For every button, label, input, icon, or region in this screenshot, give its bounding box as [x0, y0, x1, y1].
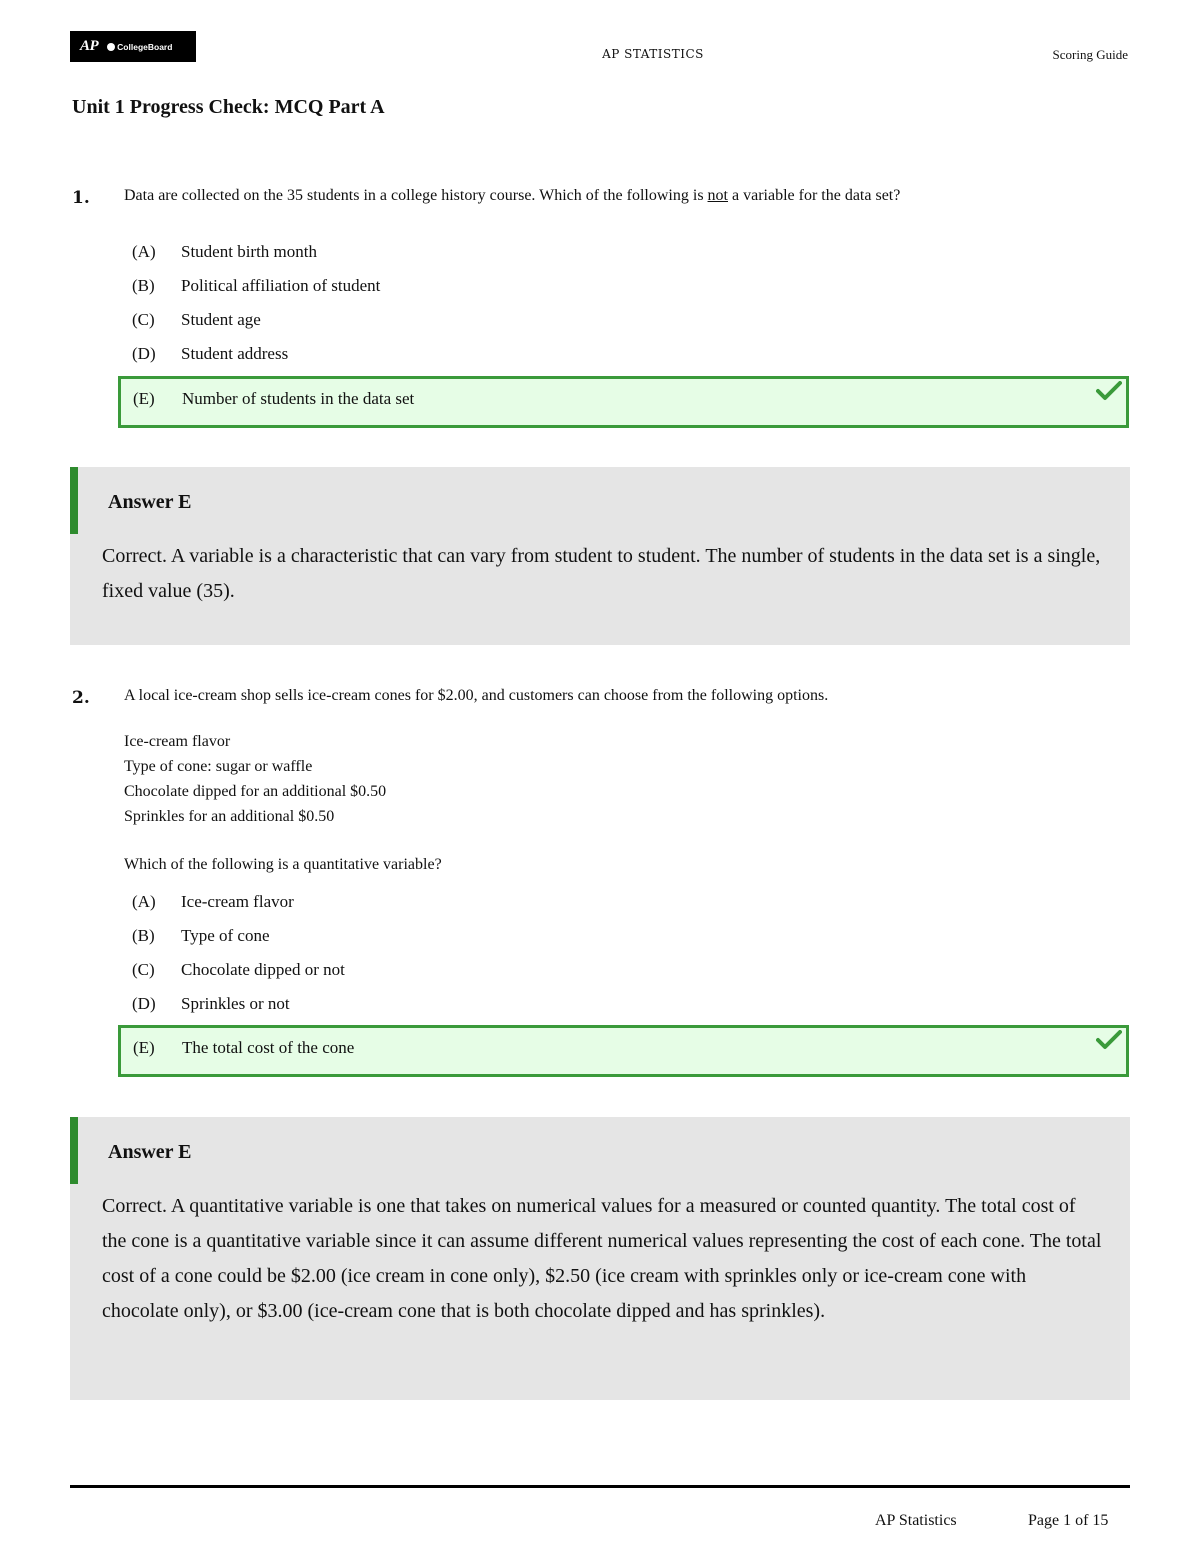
- option-letter: (B): [132, 926, 155, 945]
- question-stem: Data are collected on the 35 students in a college history course. Which of the following is not a variable for the data set?: [124, 187, 901, 204]
- option-d[interactable]: [118, 338, 1129, 372]
- option-letter: (C): [132, 960, 155, 979]
- option-c[interactable]: [118, 304, 1129, 338]
- option-letter: (A): [132, 892, 156, 911]
- option-text: Chocolate dipped or not: [181, 960, 345, 979]
- option-text: Student age: [181, 310, 261, 329]
- option-text: Political affiliation of student: [181, 276, 381, 295]
- question-stem: A local ice-cream shop sells ice-cream cones for $2.00, and customers can choose from the following options.: [124, 687, 829, 704]
- checkmark-icon: [1096, 1030, 1122, 1050]
- option-text: Student birth month: [181, 242, 317, 261]
- option-text: Number of students in the data set: [182, 389, 415, 408]
- option-letter: (C): [132, 310, 155, 329]
- answer-explanation: Correct. A variable is a characteristic that can vary from student to student. The number of students in the data set is a single, fixed value (35).: [102, 545, 1101, 602]
- option-e-correct[interactable]: [118, 376, 1129, 428]
- logo-collegeboard-text: CollegeBoard: [117, 41, 173, 52]
- footer-page-number: Page 1 of 15: [1028, 1512, 1109, 1529]
- footer-course: AP Statistics: [875, 1512, 957, 1529]
- answer-heading: Answer E: [108, 491, 192, 513]
- option-b[interactable]: [118, 920, 1129, 954]
- option-c[interactable]: [118, 954, 1129, 988]
- option-letter: (D): [132, 994, 156, 1013]
- answer-explanation: Correct. A quantitative variable is one that takes on numerical values for a measured or counted quantity. The total cost of the cone is a quantitative variable since it can assume different numerical values representing the cost of each cone. The total cost of a cone could be $2.00 (ice cream in cone only), $2.50 (ice cream with sprinkles only or ice-cream cone with chocolate only), or $3.00 (ice-cream cone that is both chocolate dipped and has sprinkles).: [102, 1195, 1102, 1322]
- page-title: Unit 1 Progress Check: MCQ Part A: [72, 96, 385, 118]
- answer-heading: Answer E: [108, 1141, 192, 1163]
- option-letter: (B): [132, 276, 155, 295]
- question-number: 1.: [72, 188, 90, 208]
- option-letter: (E): [133, 1038, 155, 1057]
- answer-panel-2: [70, 1117, 1130, 1400]
- option-b[interactable]: [118, 270, 1129, 304]
- emphasis-not: not: [707, 187, 728, 204]
- list-item: Sprinkles for an additional $0.50: [124, 808, 335, 825]
- option-a[interactable]: [118, 886, 1129, 920]
- logo-ap-text: AP: [80, 38, 99, 54]
- answer-accent-bar: [70, 1117, 78, 1184]
- footer-divider: [70, 1485, 1130, 1488]
- question-prompt: Which of the following is a quantitative variable?: [124, 856, 442, 873]
- header-subject: AP STATISTICS: [602, 47, 704, 61]
- option-e-correct[interactable]: [118, 1025, 1129, 1077]
- option-text: Sprinkles or not: [181, 994, 290, 1013]
- answer-accent-bar: [70, 467, 78, 534]
- option-text: Student address: [181, 344, 289, 363]
- option-a[interactable]: [118, 236, 1129, 270]
- list-item: Chocolate dipped for an additional $0.50: [124, 783, 387, 800]
- option-letter: (E): [133, 389, 155, 408]
- checkmark-icon: [1096, 381, 1122, 401]
- list-item: Type of cone: sugar or waffle: [124, 758, 313, 775]
- option-text: Type of cone: [181, 926, 270, 945]
- option-text: Ice-cream flavor: [181, 892, 294, 911]
- list-item: Ice-cream flavor: [124, 733, 231, 750]
- option-d[interactable]: [118, 988, 1129, 1022]
- option-text: The total cost of the cone: [182, 1038, 355, 1057]
- option-letter: (D): [132, 344, 156, 363]
- header-guide: Scoring Guide: [1052, 47, 1128, 62]
- option-letter: (A): [132, 242, 156, 261]
- ice-cream-options-list: [124, 729, 386, 829]
- answer-panel-1: [70, 467, 1130, 645]
- question-number: 2.: [72, 688, 90, 708]
